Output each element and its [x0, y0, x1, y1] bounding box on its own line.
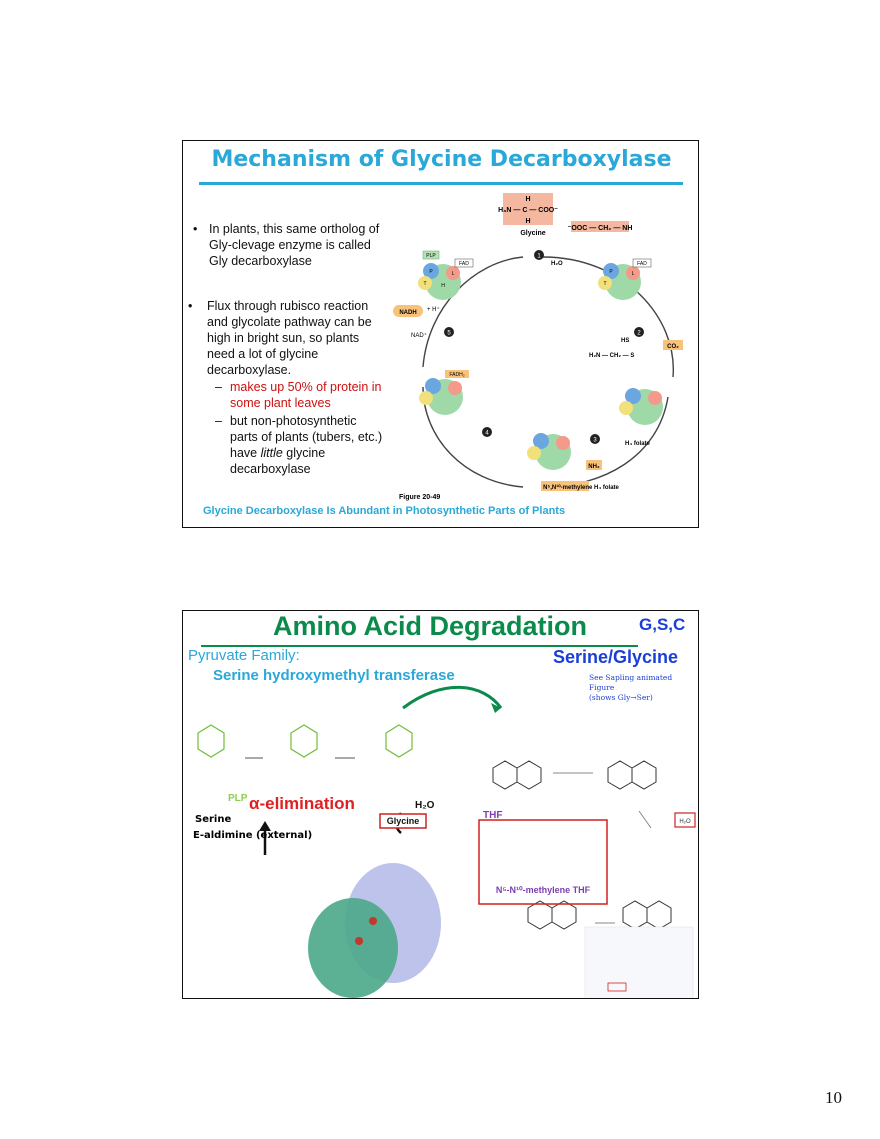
dash-marker: – — [215, 414, 222, 428]
thf-label: THF — [483, 810, 503, 821]
sub-bullet-1-line: some plant leaves — [230, 396, 331, 410]
sapling-note-line: See Sapling animated Figure — [589, 673, 673, 692]
figure-label: Figure 20-49 — [399, 494, 441, 501]
h-label: H — [441, 283, 445, 289]
text-have: have — [230, 446, 261, 460]
dash-marker: – — [215, 380, 222, 394]
hs-label: HS — [621, 338, 630, 344]
sub-bullet-2 — [230, 413, 382, 477]
sub-bullet-2-line: parts of plants (tubers, etc.) — [230, 430, 383, 444]
aminomethyl-label: H₂N — CH₂ — S — [589, 353, 635, 359]
alpha-elimination-label: α-elimination — [249, 794, 355, 813]
step-number: 2 — [637, 330, 641, 337]
glycine-formula: H — [525, 218, 531, 225]
transfer-arrow — [403, 687, 501, 708]
bullet-2-line: high in bright sun, so plants — [207, 331, 360, 345]
bullet-2-line: decarboxylase. — [207, 363, 292, 377]
p-label: P — [429, 269, 433, 275]
glycine-formula: H₃N — C — COO⁻ — [498, 207, 558, 214]
plp-label: PLP — [228, 793, 248, 804]
plp-label: PLP — [426, 253, 436, 259]
nh3-label: NH₃ — [588, 464, 600, 470]
enzyme-complex — [419, 370, 469, 415]
l-label: L — [631, 271, 635, 277]
title-underline — [199, 182, 683, 185]
t-label: T — [603, 281, 607, 287]
pathway-thumbnail — [585, 927, 693, 999]
t-label: T — [423, 281, 427, 287]
glycine-label: Glycine — [520, 230, 546, 237]
shmt-mechanism-diagram — [183, 683, 699, 999]
step-number: 5 — [447, 330, 451, 337]
h-plus-label: + H⁺ — [427, 307, 440, 313]
reaction-arrow — [639, 811, 651, 828]
slide1-title: Mechanism of Glycine Decarboxylase — [211, 147, 672, 172]
bullet-marker: • — [193, 222, 198, 236]
sub-bullet-1-line: makes up 50% of protein in — [230, 380, 382, 394]
co2-label: CO₂ — [667, 344, 679, 350]
bullet-marker: • — [188, 299, 193, 313]
fad-label: FAD — [459, 261, 469, 267]
slide-amino-acid-degradation — [182, 610, 699, 999]
gsc-label: G,S,C — [639, 615, 686, 634]
bullet-1-line: Gly decarboxylase — [209, 254, 312, 268]
serine-glycine-label: Serine/Glycine — [553, 647, 679, 667]
slide2-title: Amino Acid Degradation — [273, 611, 588, 641]
text-little-italic: little — [260, 446, 283, 460]
methylene-thf-label: N⁵-N¹⁰-methylene THF — [495, 885, 591, 895]
enzyme-complex — [598, 259, 651, 300]
fad-label: FAD — [637, 261, 647, 267]
enzyme-complex — [418, 251, 473, 300]
glycine-cleavage-cycle-diagram — [393, 187, 698, 503]
nad-label: NAD⁺ — [411, 333, 427, 339]
nadh-label: NADH — [399, 310, 417, 316]
bullet-1-line: In plants, this same ortholog of — [209, 222, 380, 236]
p-label: P — [609, 269, 613, 275]
bullet-2-line: Flux through rubisco reaction — [207, 299, 369, 313]
protein-structure-image — [308, 863, 441, 998]
serine-label: Serine — [195, 814, 232, 825]
bullet-2-line: and glycolate pathway can be — [207, 315, 372, 329]
glycine-label: Glycine — [386, 816, 420, 826]
bullet-1-line: Gly-clevage enzyme is called — [209, 238, 371, 252]
slide1-caption: Glycine Decarboxylase Is Abundant in Photosynthetic Parts of Plants — [203, 505, 566, 517]
sub-bullet-2-line: but non-photosynthetic — [230, 414, 357, 428]
slide-glycine-decarboxylase — [182, 140, 699, 528]
bullet-2-line: need a lot of glycine — [207, 347, 319, 361]
water-label: H₂O — [551, 261, 563, 267]
enzyme-complex — [527, 433, 571, 470]
step-number: 1 — [537, 253, 541, 260]
plp-ring — [198, 725, 412, 757]
glycine-formula: H — [525, 196, 531, 203]
sapling-note-line: (shows Gly→Ser) — [589, 693, 653, 702]
sub-bullet-2-line: decarboxylase — [230, 462, 311, 476]
bullet-1 — [209, 221, 379, 269]
bullet-2 — [207, 298, 372, 378]
step-number: 4 — [485, 430, 489, 437]
methylene-folate-label: N⁵,N¹⁰-methylene H₄ folate — [543, 485, 619, 491]
l-label: L — [451, 271, 455, 277]
intermediate-label: ⁻OOC — CH₂ — NH — [567, 225, 633, 232]
h4folate-label: H₄ folate — [625, 441, 650, 447]
pyruvate-family-label: Pyruvate Family: — [188, 647, 300, 664]
step-number: 3 — [593, 437, 597, 444]
sub-bullet-2-line — [230, 445, 382, 461]
water-label: H₂O — [415, 800, 435, 811]
page-number: 10 — [825, 1088, 842, 1107]
enzyme-name: Serine hydroxymethyl transferase — [213, 667, 455, 684]
e-aldimine-label: E-aldimine (external) — [193, 830, 313, 841]
sub-bullet-1 — [230, 379, 381, 411]
fadh2-label: FADH₂ — [449, 372, 465, 378]
text-glycine: glycine — [282, 446, 326, 460]
enzyme-complex — [619, 388, 663, 425]
water-box-label: H₂O — [679, 819, 691, 825]
